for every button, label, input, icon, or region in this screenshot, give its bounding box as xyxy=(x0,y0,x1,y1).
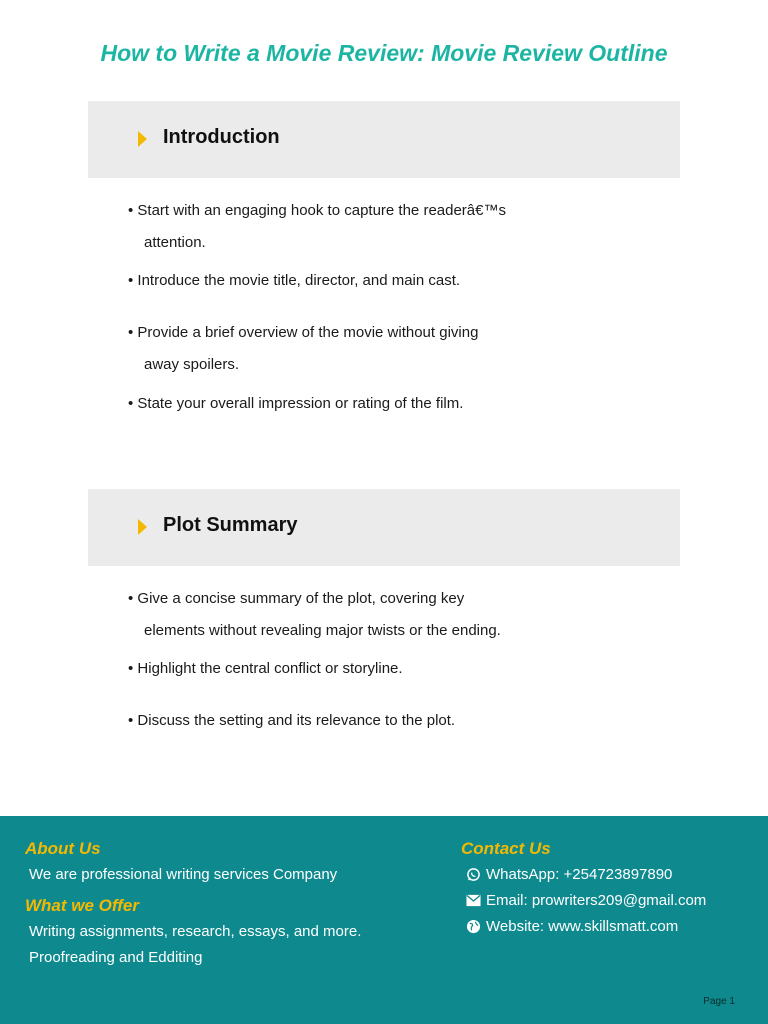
whatsapp-text: WhatsApp: +254723897890 xyxy=(486,866,673,883)
page-number: Page 1 xyxy=(703,996,735,1007)
bullet-text: • Start with an engaging hook to capture the readerâ€™s xyxy=(128,202,506,219)
caret-right-icon xyxy=(138,131,147,147)
contact-website[interactable] xyxy=(466,918,678,935)
offer-heading: What we Offer xyxy=(25,896,139,915)
globe-icon xyxy=(466,919,481,934)
bullet-text-continued: elements without revealing major twists or the ending. xyxy=(144,622,501,639)
envelope-icon xyxy=(466,894,481,907)
offer-text-1: Writing assignments, research, essays, and more. xyxy=(29,923,362,940)
list-item xyxy=(128,583,548,647)
list-item xyxy=(128,195,548,259)
page-title: How to Write a Movie Review: Movie Review Outline xyxy=(100,40,668,66)
contact-heading: Contact Us xyxy=(461,839,551,858)
footer xyxy=(0,816,768,1024)
section-header-plot-summary xyxy=(88,489,680,566)
whatsapp-icon xyxy=(466,867,481,882)
email-text: Email: prowriters209@gmail.com xyxy=(486,892,707,909)
about-text: We are professional writing services Company xyxy=(29,866,338,883)
contact-whatsapp[interactable] xyxy=(466,866,672,883)
list-item xyxy=(128,317,548,381)
section-title: Introduction xyxy=(163,126,280,148)
bullet-text: • Give a concise summary of the plot, covering key xyxy=(128,590,465,607)
contact-email[interactable] xyxy=(466,892,706,909)
bullet-text: • Provide a brief overview of the movie without giving xyxy=(128,324,479,341)
bullet-text-continued: away spoilers. xyxy=(144,356,240,373)
list-item xyxy=(128,705,548,737)
list-item xyxy=(128,265,548,297)
website-text: Website: www.skillsmatt.com xyxy=(486,918,679,935)
offer-text-2: Proofreading and Edditing xyxy=(29,949,203,966)
bullet-text: • State your overall impression or rating of the film. xyxy=(128,395,464,412)
bullet-text: • Introduce the movie title, director, and main cast. xyxy=(128,272,461,289)
about-heading: About Us xyxy=(25,839,101,858)
section-header-introduction xyxy=(88,101,680,178)
list-item xyxy=(128,388,548,420)
caret-right-icon xyxy=(138,519,147,535)
bullet-text-continued: attention. xyxy=(144,234,206,251)
section-title: Plot Summary xyxy=(163,514,298,536)
list-item xyxy=(128,653,548,685)
bullet-text: • Highlight the central conflict or storyline. xyxy=(128,660,403,677)
bullet-text: • Discuss the setting and its relevance to the plot. xyxy=(128,712,456,729)
